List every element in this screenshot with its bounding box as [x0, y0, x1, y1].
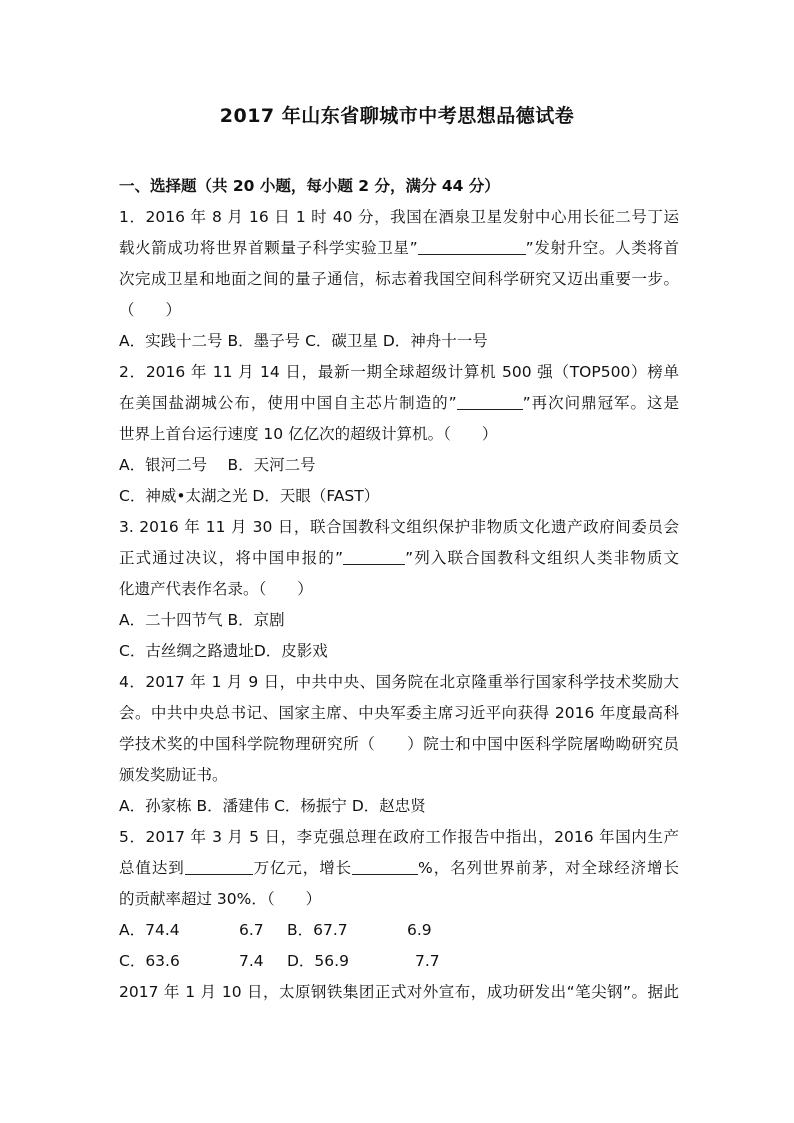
q3-line2: 正式通过决议，将中国申报的” ”列入联合国教科文组织人类非物质文 — [119, 549, 680, 567]
q2-line3: 世界上首台运行速度 10 亿亿次的超级计算机。（ ） — [119, 425, 498, 443]
section-heading: 一、选择题（共 20 小题，每小题 2 分，满分 44 分） — [119, 177, 500, 195]
q4-line3: 学技术奖的中国科学院物理研究所（ ）院士和中国中医科学院屠呦呦研究员 — [119, 735, 679, 753]
answer-blank — [343, 550, 405, 565]
answer-blank — [418, 240, 526, 255]
answer-blank — [185, 860, 253, 875]
q2-options-2: C．神威•太湖之光 D．天眼（FAST） — [119, 487, 380, 505]
q5-options-2: C．63.6 7.4 D．56.9 7.7 — [119, 952, 440, 970]
q4-line4: 颁发奖励证书。 — [119, 766, 228, 784]
answer-blank — [457, 395, 523, 410]
q5-options-1: A．74.4 6.7 B．67.7 6.9 — [119, 921, 432, 939]
q3-options-1: A．二十四节气 B．京剧 — [119, 611, 285, 629]
q1-line3: 次完成卫星和地面之间的量子通信，标志着我国空间科学研究又迈出重要一步。 — [119, 270, 679, 288]
q4-options: A．孙家栋 B．潘建伟 C．杨振宁 D．赵忠贤 — [119, 797, 426, 815]
q6-line1: 2017 年 1 月 10 日，太原钢铁集团正式对外宣布，成功研发出“笔尖钢”。据此 — [119, 983, 679, 1001]
q5-line2: 总值达到 万亿元，增长 %，名列世界前茅，对全球经济增长 — [119, 859, 679, 877]
q1-line1: 1．2016 年 8 月 16 日 1 时 40 分，我国在酒泉卫星发射中心用长征二号丁运 — [119, 208, 679, 226]
q2-options-1: A．银河二号 B．天河二号 — [119, 456, 316, 474]
q2-line1: 2．2016 年 11 月 14 日，最新一期全球超级计算机 500 强（TOP500）榜单 — [119, 363, 679, 381]
page-title: 2017 年山东省聊城市中考思想品德试卷 — [219, 105, 575, 127]
q1-line2: 载火箭成功将世界首颗量子科学实验卫星” ”发射升空。人类将首 — [119, 239, 679, 257]
q3-line1: 3. 2016 年 11 月 30 日，联合国教科文组织保护非物质文化遗产政府间委员会 — [119, 518, 679, 536]
q1-line4: （ ） — [119, 301, 182, 319]
q4-line2: 会。中共中央总书记、国家主席、中央军委主席习近平向获得 2016 年度最高科 — [119, 704, 679, 722]
q1-options: A．实践十二号 B．墨子号 C．碳卫星 D．神舟十一号 — [119, 332, 488, 350]
q3-line3: 化遗产代表作名录。（ ） — [119, 580, 313, 598]
q5-line3: 的贡献率超过 30%．（ ） — [119, 890, 322, 908]
q2-line2: 在美国盐湖城公布，使用中国自主芯片制造的” ”再次问鼎冠军。这是 — [119, 394, 679, 412]
q4-line1: 4．2017 年 1 月 9 日，中共中央、国务院在北京隆重举行国家科学技术奖励大 — [119, 673, 679, 691]
answer-blank — [352, 860, 418, 875]
q3-options-2: C．古丝绸之路遗址D．皮影戏 — [119, 642, 328, 660]
q5-line1: 5．2017 年 3 月 5 日，李克强总理在政府工作报告中指出，2016 年国内生产 — [119, 828, 679, 846]
